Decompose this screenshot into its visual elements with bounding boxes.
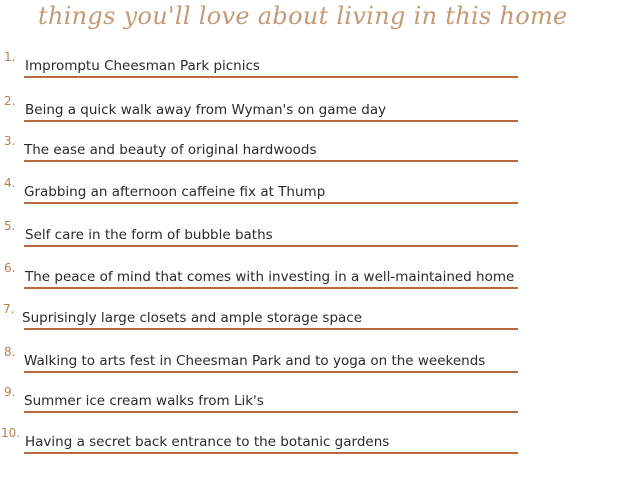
item-number: 7.: [3, 302, 15, 316]
underline-divider: [24, 245, 518, 247]
list-item: [0, 50, 640, 80]
item-number: 5.: [4, 219, 16, 233]
underline-divider: [24, 76, 518, 78]
item-text: Grabbing an afternoon caffeine fix at Thump: [24, 184, 326, 200]
underline-divider: [24, 371, 518, 373]
page-title: things you'll love about living in this home: [38, 2, 568, 30]
list-item: [0, 94, 640, 124]
item-text: The ease and beauty of original hardwoods: [24, 142, 317, 158]
list-item: [0, 345, 640, 375]
underline-divider: [24, 452, 518, 454]
item-text: Walking to arts fest in Cheesman Park and to yoga on the weekends: [24, 353, 486, 369]
item-text: Impromptu Cheesman Park picnics: [25, 58, 260, 74]
list-item: [0, 385, 640, 415]
underline-divider: [24, 328, 518, 330]
item-number: 3.: [4, 134, 16, 148]
item-number: 8.: [4, 345, 16, 359]
underline-divider: [24, 120, 518, 122]
list-item: [0, 426, 640, 456]
item-text: Suprisingly large closets and ample storage space: [22, 310, 363, 326]
item-text: The peace of mind that comes with investing in a well-maintained home: [25, 269, 515, 285]
list-item: [0, 176, 640, 206]
item-number: 2.: [4, 94, 16, 108]
item-text: Self care in the form of bubble baths: [25, 227, 273, 243]
item-number: 4.: [4, 176, 16, 190]
item-text: Summer ice cream walks from Lik's: [24, 393, 264, 409]
list-item: [0, 302, 640, 332]
underline-divider: [24, 160, 518, 162]
item-text: Being a quick walk away from Wyman's on game day: [25, 102, 387, 118]
underline-divider: [24, 202, 518, 204]
list-item: [0, 261, 640, 291]
item-number: 9.: [4, 385, 16, 399]
underline-divider: [24, 287, 518, 289]
item-number: 6.: [4, 261, 16, 275]
list-item: [0, 219, 640, 249]
item-text: Having a secret back entrance to the botanic gardens: [25, 434, 390, 450]
item-number: 10.: [1, 426, 21, 440]
item-number: 1.: [4, 50, 16, 64]
underline-divider: [24, 411, 518, 413]
list-item: [0, 134, 640, 164]
